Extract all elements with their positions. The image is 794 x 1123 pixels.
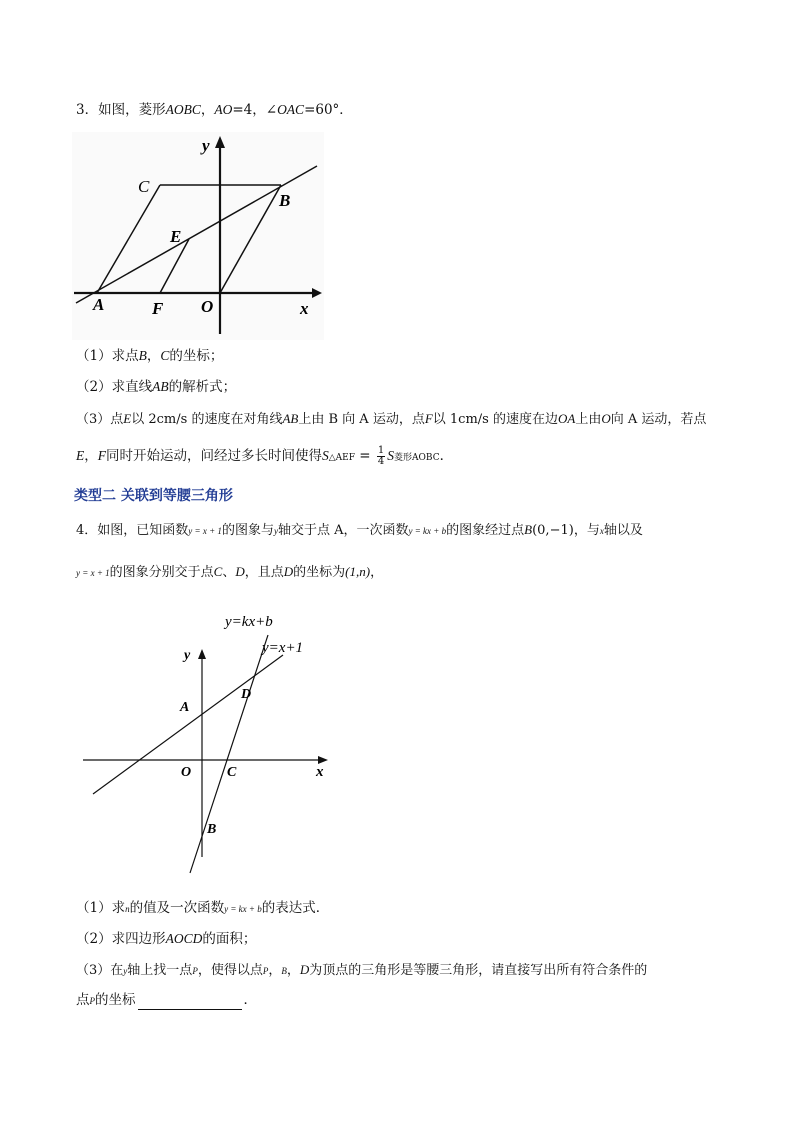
- label-c: C: [138, 177, 150, 196]
- label-a: A: [93, 295, 105, 314]
- label-o: O: [181, 765, 192, 780]
- label-line-kx-b: y=kx+b: [225, 614, 273, 630]
- answer-blank[interactable]: [138, 995, 242, 1010]
- x-axis-arrow-icon: [318, 756, 328, 764]
- label-x: x: [300, 299, 309, 318]
- problem3-q3-line1: （3）点E以 2cm/s 的速度在对角线AB上由 B 向 A 运动，点F以 1cm/s 的速度在边OA上由O向 A 运动，若点: [76, 411, 707, 427]
- rhombus-figure: [72, 132, 324, 340]
- problem4-q3-line2: 点P的坐标 ．: [76, 992, 257, 1008]
- label-b: B: [279, 191, 291, 210]
- label-x: x: [316, 764, 324, 780]
- problem4-statement-line2: y = x + 1的图象分别交于点C、D，且点D的坐标为(1,n)，: [76, 564, 384, 580]
- section-heading: 类型二 关联到等腰三角形: [74, 488, 233, 504]
- label-y: y: [184, 648, 191, 663]
- label-d: D: [241, 687, 252, 702]
- label-o: O: [201, 297, 214, 316]
- problem3-q1: （1）求点B，C的坐标；: [76, 348, 224, 364]
- problem4-q1: （1）求n的值及一次函数y = kx + b的表达式．: [76, 900, 330, 916]
- fraction-one-quarter: $\frac{1}{4}$: [377, 445, 385, 467]
- problem-number: 3．: [76, 102, 99, 118]
- problem3-q2: （2）求直线AB的解析式；: [76, 379, 237, 395]
- linear-functions-figure: [78, 605, 338, 875]
- problem3-q3-line2: E，F同时开始运动，问经过多长时间使得S△AEF = $\frac{1}{4}$ S菱形AOBC．: [76, 445, 454, 467]
- label-f: F: [152, 299, 164, 318]
- problem4-q2: （2）求四边形AOCD的面积；: [76, 931, 257, 947]
- label-line-x-plus-1: y=x+1: [262, 640, 304, 656]
- label-y: y: [202, 136, 210, 155]
- problem4-q3-line1: （3）在y轴上找一点P，使得以点P，B，D为顶点的三角形是等腰三角形，请直接写出所有符合条件的: [76, 962, 648, 978]
- label-e: E: [170, 227, 182, 246]
- label-b: B: [207, 822, 217, 837]
- problem-number: 4．: [76, 523, 98, 538]
- problem4-statement-line1: 4．如图，已知函数y = x + 1的图象与y轴交于点 A，一次函数y = kx + b的图象经过点B(0,−1)，与x轴以及: [76, 522, 643, 538]
- label-c: C: [227, 765, 237, 780]
- label-a: A: [180, 700, 190, 715]
- problem3-statement: 3．如图，菱形AOBC，AO=4，∠OAC=60°．: [76, 102, 353, 118]
- y-axis-arrow-icon: [198, 649, 206, 659]
